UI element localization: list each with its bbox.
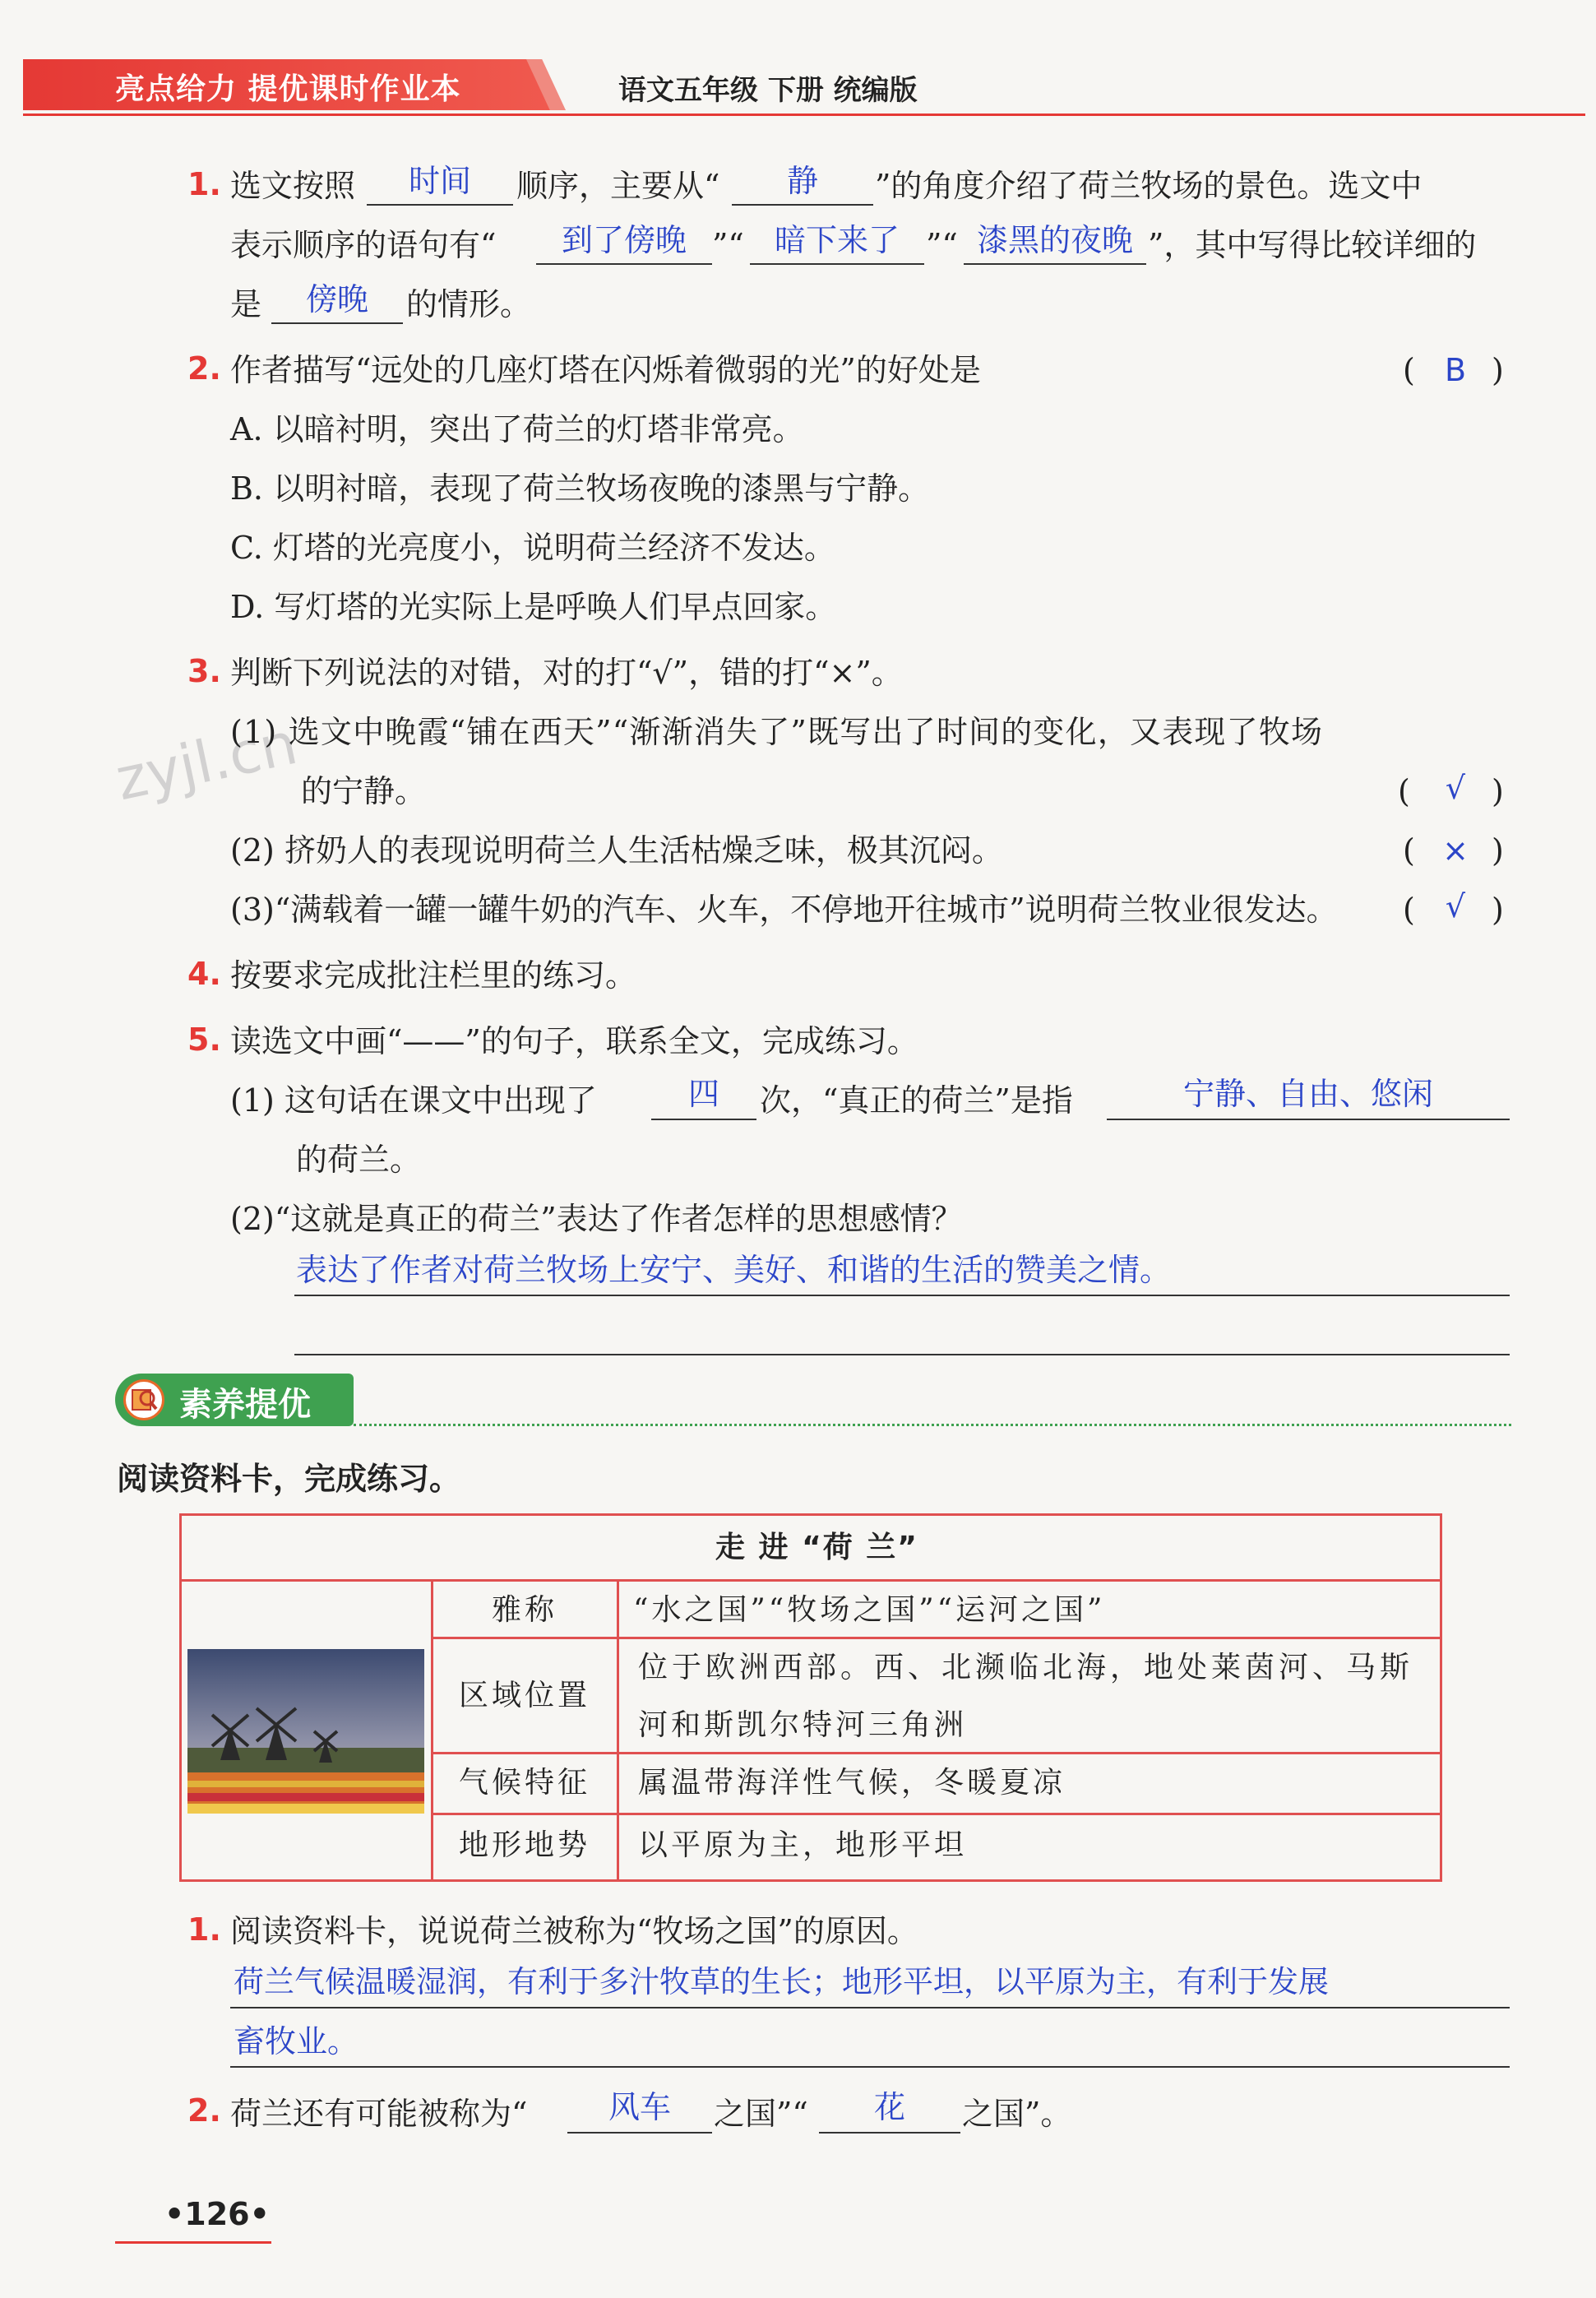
card-label-alias: 雅称 [492, 1593, 558, 1627]
q1-answer-6: 傍晚 [305, 281, 368, 317]
q5-sub1-text-3: 的荷兰。 [296, 1142, 422, 1178]
card-rule [617, 1579, 619, 1882]
card-value-location: 位于欧洲西部。西、北濒临北海，地处莱茵河、马斯 [638, 1651, 1414, 1684]
answer-line [230, 2007, 1510, 2008]
q2-option-a: A. 以暗衬明，突出了荷兰的灯塔非常亮。 [230, 411, 804, 447]
card-value-climate: 属温带海洋性气候，冬暖夏凉 [638, 1766, 1066, 1800]
q2-option-c: C. 灯塔的光亮度小，说明荷兰经济不发达。 [230, 530, 835, 566]
card-value-location-2: 河和斯凯尔特河三角洲 [638, 1708, 968, 1742]
q3-item-2-answer: × [1442, 832, 1469, 869]
q5-sub1-answer-1: 四 [687, 1076, 719, 1112]
q1-text-9: 的情形。 [406, 286, 532, 322]
card-label-terrain: 地形地势 [459, 1828, 591, 1862]
watermark: zyjl.cn [109, 709, 303, 814]
header-rule [23, 114, 1585, 116]
part2-number: 2. [187, 2092, 221, 2129]
answer-bracket-open: ( [1403, 892, 1415, 928]
answer-bracket-close: ) [1492, 832, 1504, 869]
blank-line [536, 263, 712, 265]
blank-line [819, 2132, 960, 2134]
q1-answer-4: 暗下来了 [774, 222, 900, 258]
blank-line [1107, 1119, 1510, 1120]
blank-line [367, 204, 513, 206]
q3-item-1b: 的宁静。 [301, 773, 427, 809]
blank-line [271, 322, 403, 324]
page-number-rule [115, 2241, 271, 2244]
blank-line [964, 263, 1146, 265]
q5-text: 读选文中画“——”的句子，联系全文，完成练习。 [230, 1023, 918, 1059]
q1-text-7: ”，其中写得比较详细的 [1148, 227, 1477, 263]
part2-text-1: 荷兰还有可能被称为“ [230, 2096, 528, 2132]
q1-text-3: ”的角度介绍了荷兰牧场的景色。选文中 [875, 168, 1423, 204]
q5-sub1-answer-2: 宁静、自由、悠闲 [1182, 1076, 1433, 1112]
card-rule [431, 1579, 433, 1882]
part1-answer-line2: 畜牧业。 [234, 2023, 359, 2059]
answer-bracket-open: ( [1398, 773, 1410, 809]
q2-answer: B [1444, 352, 1467, 388]
q3-text: 判断下列说法的对错，对的打“√”，错的打“×”。 [230, 655, 903, 691]
q1-text-1: 选文按照 [230, 168, 356, 204]
answer-bracket-open: ( [1403, 832, 1415, 869]
part2-text-2: 之国”“ [714, 2096, 808, 2132]
series-title: 亮点给力 提优课时作业本 [115, 72, 461, 106]
card-label-location: 区域位置 [459, 1679, 591, 1712]
q3-item-3-answer: √ [1445, 888, 1466, 924]
answer-line [294, 1354, 1510, 1355]
card-rule [431, 1813, 1442, 1815]
part1-answer-line1: 荷兰气候温暖湿润，有利于多汁牧草的生长；地形平坦，以平原为主，有利于发展 [234, 1964, 1329, 1999]
q3-number: 3. [187, 653, 221, 689]
section-title: 素养提优 [179, 1386, 311, 1424]
answer-bracket-close: ) [1492, 892, 1504, 928]
q1-answer-3: 到了傍晚 [561, 222, 687, 258]
q2-number: 2. [187, 350, 221, 387]
q5-sub1-text-2: 次，“真正的荷兰”是指 [760, 1082, 1073, 1119]
card-value-alias: “水之国”“牧场之国”“运河之国” [633, 1593, 1106, 1627]
blank-line [750, 263, 924, 265]
q1-text-8: 是 [230, 286, 262, 322]
card-label-climate: 气候特征 [459, 1766, 591, 1800]
answer-bracket-open: ( [1403, 352, 1415, 388]
q3-item-2: (2) 挤奶人的表现说明荷兰人生活枯燥乏味，极其沉闷。 [230, 832, 1003, 869]
magnifier-icon [123, 1379, 164, 1420]
windmill-photo [187, 1649, 424, 1814]
q1-number: 1. [187, 166, 221, 202]
q1-text-5: ”“ [712, 227, 744, 263]
q1-answer-1: 时间 [408, 163, 471, 199]
q4-number: 4. [187, 956, 221, 992]
q1-answer-5: 漆黑的夜晚 [976, 222, 1133, 258]
blank-line [567, 2132, 712, 2134]
answer-line [294, 1295, 1510, 1296]
q1-text-6: ”“ [926, 227, 958, 263]
q2-option-b: B. 以明衬暗，表现了荷兰牧场夜晚的漆黑与宁静。 [230, 470, 930, 507]
part2-text-3: 之国”。 [962, 2096, 1072, 2132]
page-number: •126• [164, 2196, 270, 2232]
q1-answer-2: 静 [786, 163, 818, 199]
q2-option-d: D. 写灯塔的光实际上是呼唤人们早点回家。 [230, 589, 837, 625]
blank-line [732, 204, 873, 206]
answer-bracket-close: ) [1492, 352, 1504, 388]
section-divider [354, 1424, 1511, 1426]
q3-item-1a: (1) 选文中晚霞“铺在西天”“渐渐消失了”既写出了时间的变化，又表现了牧场 [230, 714, 1324, 750]
q3-item-1-answer: √ [1445, 770, 1466, 806]
q1-text-2: 顺序，主要从“ [516, 168, 720, 204]
card-rule [431, 1637, 1442, 1639]
card-rule [179, 1579, 1442, 1582]
q5-sub2-answer: 表达了作者对荷兰牧场上安宁、美好、和谐的生活的赞美之情。 [296, 1252, 1172, 1288]
q2-text: 作者描写“远处的几座灯塔在闪烁着微弱的光”的好处是 [230, 352, 981, 388]
q3-item-3: (3)“满载着一罐一罐牛奶的汽车、火车，不停地开往城市”说明荷兰牧业很发达。 [230, 892, 1338, 928]
q4-text: 按要求完成批注栏里的练习。 [230, 957, 637, 994]
section-intro: 阅读资料卡，完成练习。 [117, 1461, 461, 1497]
part2-answer-1: 风车 [608, 2089, 671, 2125]
q5-sub1-text-1: (1) 这句话在课文中出现了 [230, 1082, 597, 1119]
subject-title: 语文五年级 下册 统编版 [618, 74, 918, 107]
part1-number: 1. [187, 1911, 221, 1948]
q1-text-4: 表示顺序的语句有“ [230, 227, 497, 263]
answer-line [230, 2066, 1510, 2068]
q5-number: 5. [187, 1022, 221, 1058]
blank-line [651, 1119, 756, 1120]
card-value-terrain: 以平原为主，地形平坦 [638, 1828, 968, 1862]
part2-answer-2: 花 [873, 2089, 905, 2125]
answer-bracket-close: ) [1492, 773, 1504, 809]
card-rule [431, 1752, 1442, 1754]
part1-text: 阅读资料卡，说说荷兰被称为“牧场之国”的原因。 [230, 1913, 918, 1949]
card-title: 走 进 “荷 兰” [715, 1531, 918, 1564]
q5-sub2-text: (2)“这就是真正的荷兰”表达了作者怎样的思想感情？ [230, 1201, 963, 1237]
